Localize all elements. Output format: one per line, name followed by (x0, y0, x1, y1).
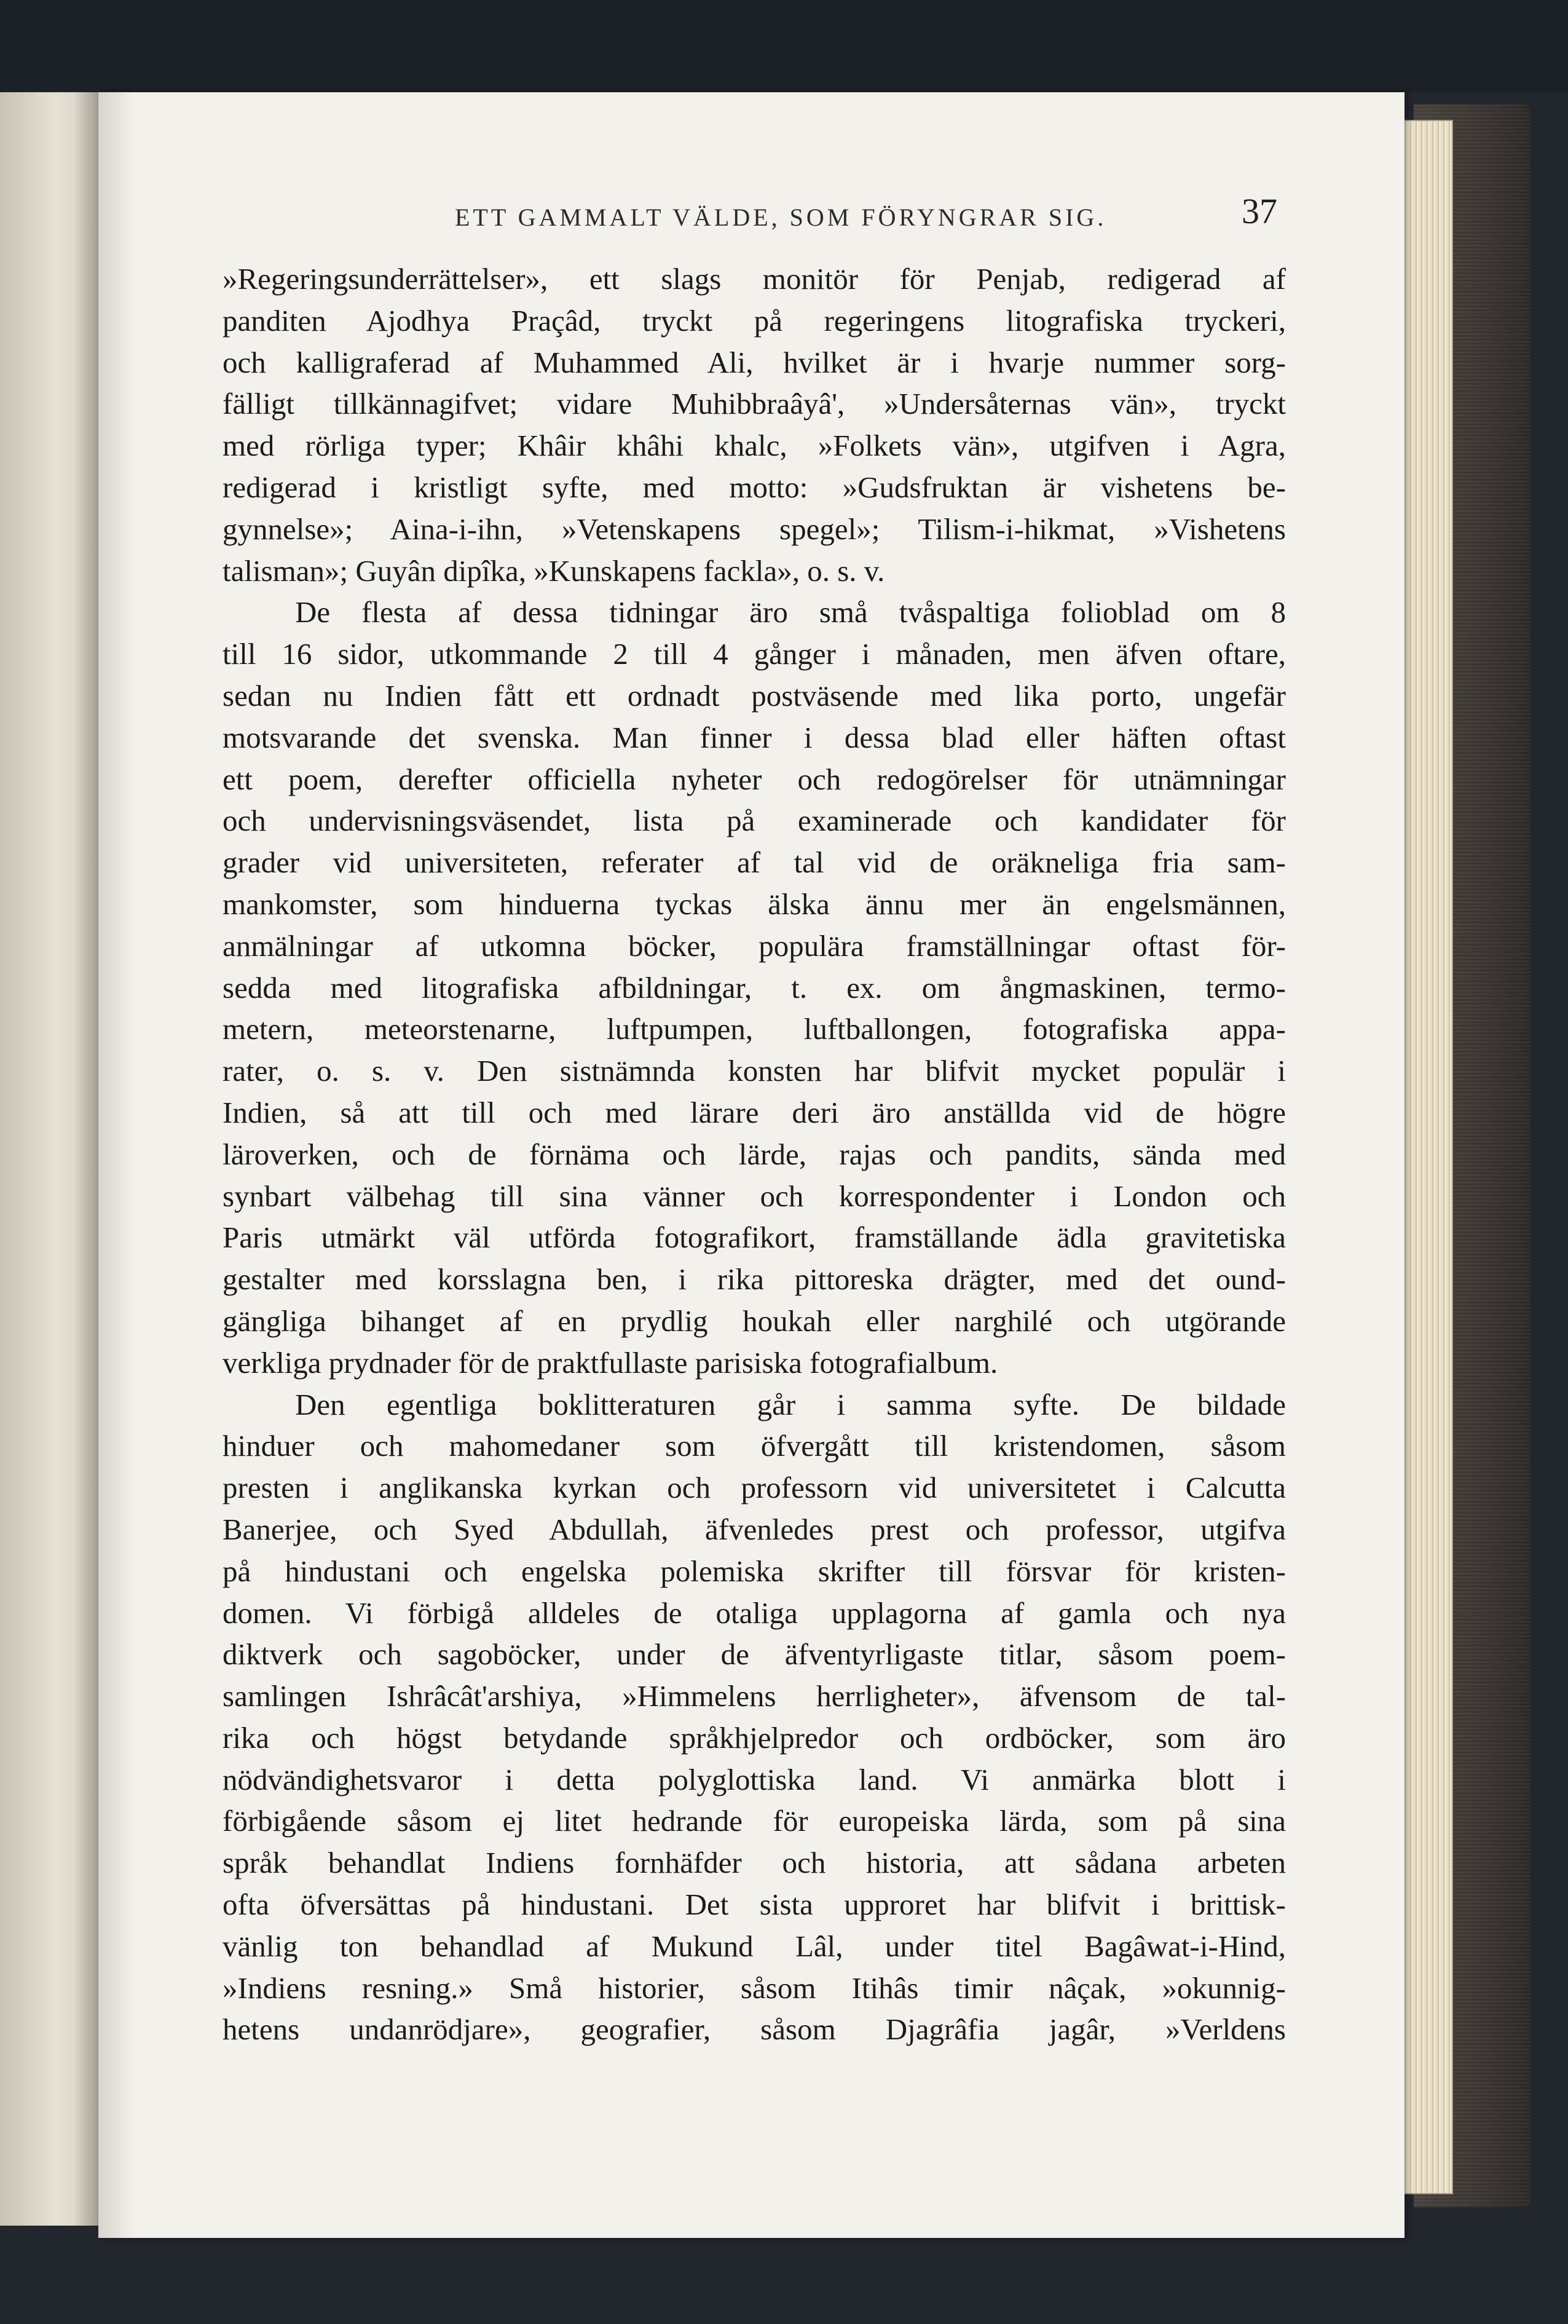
text-line: metern, meteorstenarne, luftpumpen, luftballongen, fotografiska appa- (223, 1012, 1286, 1046)
body-text (223, 258, 1286, 2050)
text-line: rater, o. s. v. Den sistnämnda konsten har blifvit mycket populär i (223, 1054, 1286, 1088)
text-line: Paris utmärkt väl utförda fotografikort, framställande ädla gravitetiska (223, 1220, 1286, 1255)
text-line: Banerjee, och Syed Abdullah, äfvenledes prest och professor, utgifva (223, 1512, 1286, 1546)
text-line: ett poem, derefter officiella nyheter och redogörelser för utnämningar (223, 762, 1286, 796)
text-line: synbart välbehag till sina vänner och korrespondenter i London och (223, 1179, 1286, 1213)
text-line: motsvarande det svenska. Man finner i dessa blad eller häften oftast (223, 720, 1286, 754)
text-line: gestalter med korsslagna ben, i rika pittoreska drägter, med det ound- (223, 1262, 1286, 1297)
text-line: läroverken, och de förnäma och lärde, rajas och pandits, sända med (223, 1137, 1286, 1171)
text-line: domen. Vi förbigå alldeles de otaliga upplagorna af gamla och nya (223, 1595, 1286, 1630)
text-line: mankomster, som hinduerna tyckas älska ännu mer än engelsmännen, (223, 887, 1286, 921)
text-line: till 16 sidor, utkommande 2 till 4 gånger i månaden, men äfven oftare, (223, 637, 1286, 671)
text-line: redigerad i kristligt syfte, med motto: »Gudsfruktan är vishetens be- (223, 470, 1286, 504)
text-line: rika och högst betydande språkhjelpredor och ordböcker, som äro (223, 1720, 1286, 1755)
text-line: grader vid universiteten, referater af tal vid de oräkneliga fria sam- (223, 845, 1286, 880)
scanner-backdrop (0, 0, 1568, 92)
text-line: diktverk och sagoböcker, under de äfventyrligaste titlar, såsom poem- (223, 1637, 1286, 1672)
running-head: ETT GAMMALT VÄLDE, SOM FÖRYNGRAR SIG. (455, 204, 1107, 231)
text-line: och undervisningsväsendet, lista på examinerade och kandidater för (223, 804, 1286, 838)
text-line: språk behandlat Indiens fornhäfder och historia, att sådana arbeten (223, 1846, 1286, 1880)
text-line: vänlig ton behandlad af Mukund Lâl, under titel Bagâwat-i-Hind, (223, 1929, 1286, 1963)
text-line: talisman»; Guyân dipîka, »Kunskapens fackla», o. s. v. (223, 553, 885, 588)
text-line: sedan nu Indien fått ett ordnadt postväsende med lika porto, ungefär (223, 678, 1286, 713)
text-line: gynnelse»; Aina-i-ihn, »Vetenskapens spegel»; Tilism-i-hikmat, »Vishetens (223, 512, 1286, 546)
text-line: förbigående såsom ej litet hedrande för europeiska lärda, som på sina (223, 1804, 1286, 1838)
text-line: De flesta af dessa tidningar äro små tvåspaltiga folioblad om 8 (295, 595, 1286, 630)
text-line: och kalligraferad af Muhammed Ali, hvilket är i hvarje nummer sorg- (223, 345, 1286, 379)
gutter-shadow (98, 92, 135, 2238)
text-line: anmälningar af utkomna böcker, populära framställningar oftast för- (223, 928, 1286, 963)
text-line: sedda med litografiska afbildningar, t. ex. om ångmaskinen, termo- (223, 970, 1286, 1005)
text-line: Den egentliga boklitteraturen går i samma syfte. De bildade (295, 1387, 1286, 1421)
text-line: hinduer och mahomedaner som öfvergått till kristendomen, såsom (223, 1429, 1286, 1463)
text-line: nödvändighetsvaror i detta polyglottiska land. Vi anmärka blott i (223, 1762, 1286, 1796)
text-line: »Indiens resning.» Små historier, såsom Itihâs timir nâçak, »okunnig- (223, 1970, 1286, 2005)
text-line: ofta öfversättas på hindustani. Det sista upproret har blifvit i brittisk- (223, 1887, 1286, 1922)
text-line: med rörliga typer; Khâir khâhi khalc, »Folkets vän», utgifven i Agra, (223, 429, 1286, 463)
text-line: »Regeringsunderrättelser», ett slags monitör för Penjab, redigerad af (223, 262, 1286, 296)
text-line: Indien, så att till och med lärare deri äro anställda vid de högre (223, 1095, 1286, 1129)
text-line: presten i anglikanska kyrkan och professorn vid universitetet i Calcutta (223, 1471, 1286, 1505)
text-line: gängliga bihanget af en prydlig houkah eller narghilé och utgörande (223, 1303, 1286, 1338)
text-line: hetens undanrödjare», geografier, såsom Djagrâfia jagâr, »Verldens (223, 2012, 1286, 2047)
text-line: på hindustani och engelska polemiska skrifter till försvar för kristen- (223, 1554, 1286, 1588)
page-fold-shadow (74, 92, 101, 2226)
text-line: panditen Ajodhya Praçâd, tryckt på regeringens litografiska tryckeri, (223, 303, 1286, 338)
text-line: verkliga prydnader för de praktfullaste parisiska fotografialbum. (223, 1345, 998, 1380)
text-line: samlingen Ishrâcât'arshiya, »Himmelens herrligheter», äfvensom de tal- (223, 1679, 1286, 1713)
page-number: 37 (1242, 191, 1277, 231)
text-line: fälligt tillkännagifvet; vidare Muhibbraâyâ', »Undersåternas vän», tryckt (223, 387, 1286, 421)
